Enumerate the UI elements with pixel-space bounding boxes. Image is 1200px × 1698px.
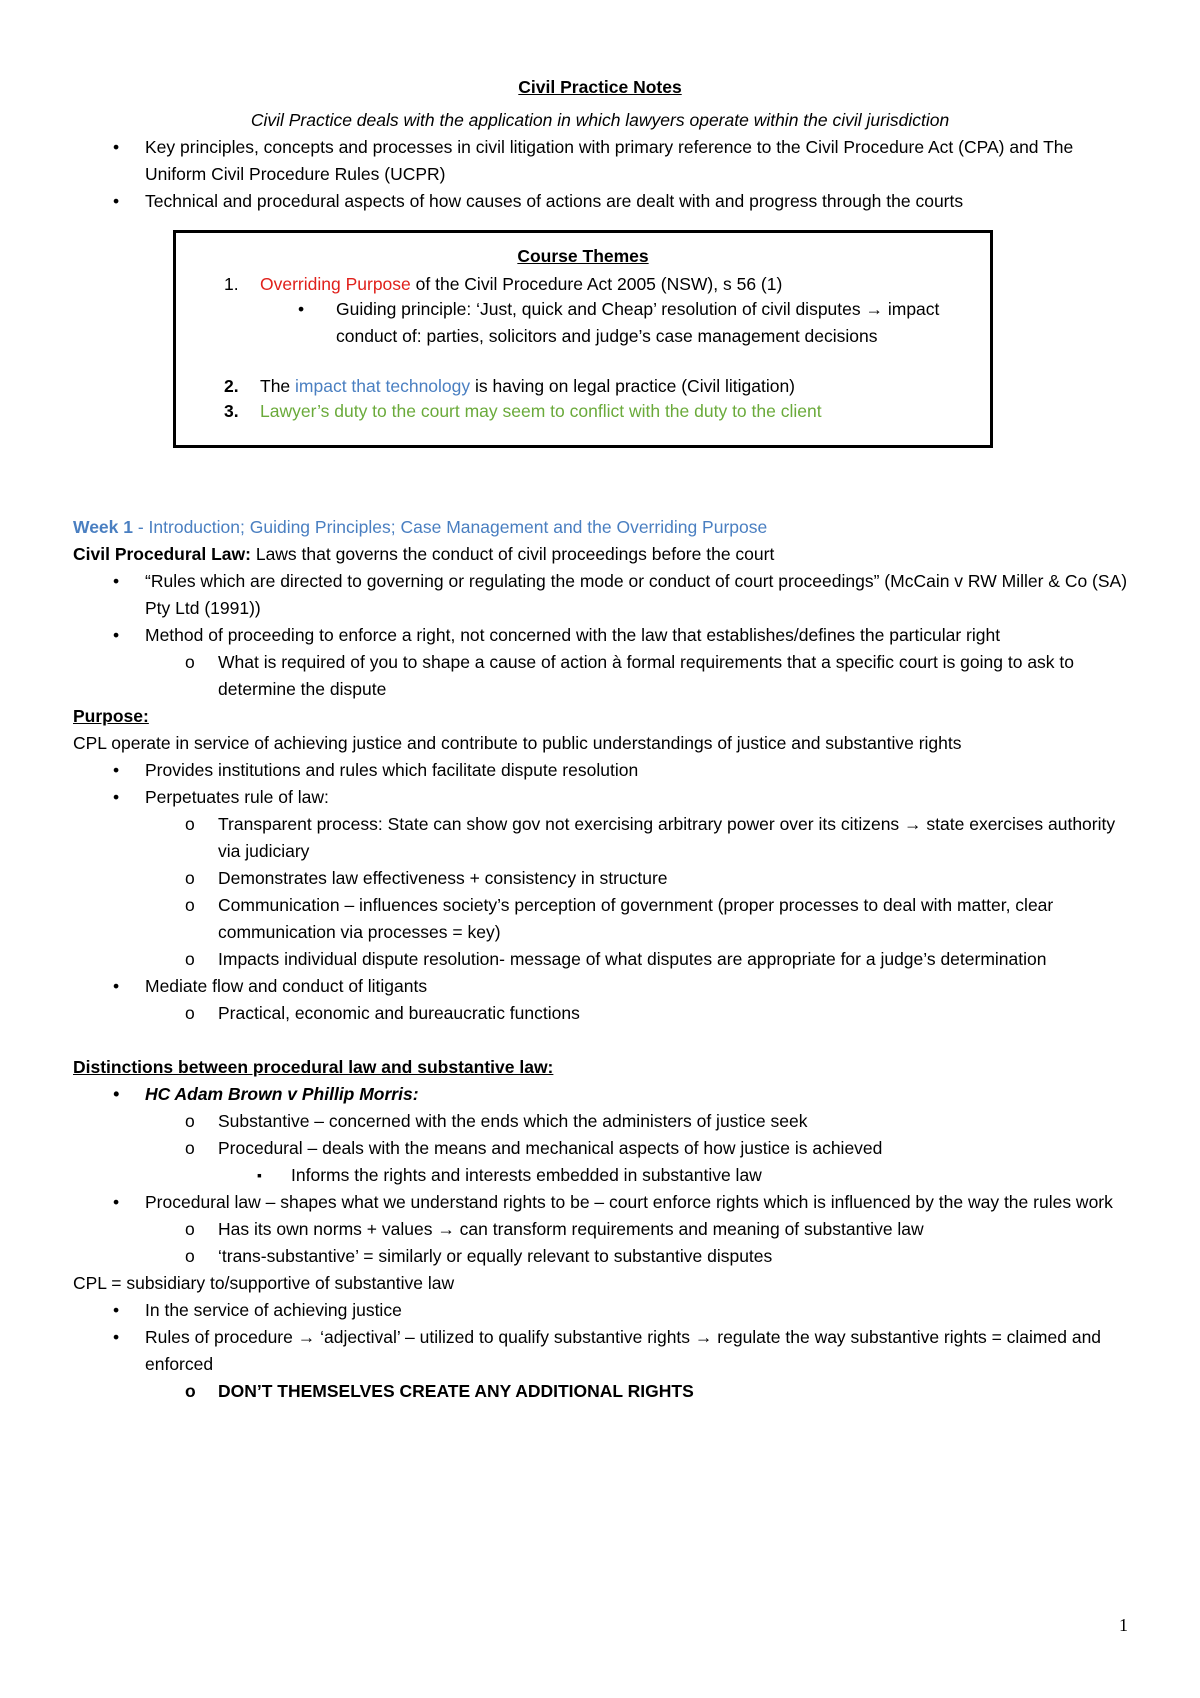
page-number: 1	[1119, 1615, 1128, 1635]
theme-highlight: Overriding Purpose	[260, 274, 411, 294]
sub-list-item: o Communication – influences society’s perception of government (proper processes to deal with matter, clear communication via processes = key)	[73, 892, 1133, 946]
course-themes-box	[173, 230, 993, 448]
sub-list-item: o Practical, economic and bureaucratic functions	[73, 1000, 1133, 1027]
theme-item-2	[260, 373, 960, 400]
list-item: • Provides institutions and rules which facilitate dispute resolution	[73, 757, 1133, 784]
list-item: • Mediate flow and conduct of litigants	[73, 973, 1133, 1000]
theme-number: 2.	[224, 376, 239, 396]
definition: Civil Procedural Law: Laws that governs the conduct of civil proceedings before the court	[73, 544, 775, 564]
sub-list-item: o DON’T THEMSELVES CREATE ANY ADDITIONAL RIGHTS	[73, 1378, 1133, 1405]
page-title: Civil Practice Notes	[518, 77, 682, 97]
sub-list-item: o Impacts individual dispute resolution- message of what disputes are appropriate for a judge’s determination	[73, 946, 1133, 973]
list-item: • Method of proceeding to enforce a right, not concerned with the law that establishes/defines the particular right	[73, 622, 1133, 649]
sub-sub-list-item: ▪ Informs the rights and interests embedded in substantive law	[73, 1162, 1133, 1189]
bullet-icon: •	[298, 299, 305, 319]
sub-list-item: o Has its own norms + values → can transform requirements and meaning of substantive law	[73, 1216, 1133, 1243]
themes-title: Course Themes	[517, 246, 649, 266]
week1-section	[73, 514, 1133, 1405]
week-heading: Week 1 - Introduction; Guiding Principles; Case Management and the Overriding Purpose	[73, 517, 768, 537]
list-item: • Key principles, concepts and processes in civil litigation with primary reference to the Civil Procedure Act (CPA) and The Uniform Civil Procedure Rules (UCPR)	[73, 134, 1133, 188]
section-heading: Purpose:	[73, 706, 149, 726]
theme-text: is having on legal practice (Civil litigation)	[470, 376, 796, 396]
list-item: • Procedural law – shapes what we understand rights to be – court enforce rights which is influenced by the way the rules work	[73, 1189, 1133, 1216]
theme-item-1	[260, 271, 960, 298]
list-item: • Perpetuates rule of law:	[73, 784, 1133, 811]
theme-text: The	[260, 376, 296, 396]
section-heading: Distinctions between procedural law and substantive law:	[73, 1057, 554, 1077]
list-item: • “Rules which are directed to governing or regulating the mode or conduct of court proceedings” (McCain v RW Miller & Co (SA) Pty Ltd (1991))	[73, 568, 1133, 622]
list-item: • In the service of achieving justice	[73, 1297, 1133, 1324]
sub-list-item: o Procedural – deals with the means and mechanical aspects of how justice is achieved	[73, 1135, 1133, 1162]
theme-number: 3.	[224, 401, 239, 421]
sub-list-item: o Demonstrates law effectiveness + consistency in structure	[73, 865, 1133, 892]
theme-number: 1.	[224, 274, 239, 294]
theme-item-3: Lawyer’s duty to the court may seem to conflict with the duty to the client	[260, 401, 822, 421]
paragraph: CPL = subsidiary to/supportive of substantive law	[73, 1273, 455, 1293]
intro-list	[73, 134, 1133, 215]
list-item: • HC Adam Brown v Phillip Morris:	[73, 1081, 1133, 1108]
paragraph: CPL operate in service of achieving justice and contribute to public understandings of justice and substantive rights	[73, 733, 962, 753]
sub-list-item: o Transparent process: State can show gov not exercising arbitrary power over its citizens → state exercises authority via judiciary	[73, 811, 1133, 865]
page-subtitle: Civil Practice deals with the application in which lawyers operate within the civil jurisdiction	[250, 110, 950, 130]
theme-text: of the Civil Procedure Act 2005 (NSW), s 56 (1)	[410, 274, 783, 294]
sub-list-item: o ‘trans-substantive’ = similarly or equally relevant to substantive disputes	[73, 1243, 1133, 1270]
list-item: • Technical and procedural aspects of how causes of actions are dealt with and progress through the courts	[73, 188, 1133, 215]
list-item: • Rules of procedure → ‘adjectival’ – utilized to qualify substantive rights → regulate the way substantive rights = claimed and enforced	[73, 1324, 1133, 1378]
theme-highlight: impact that technology	[295, 376, 471, 396]
sub-list-item: o Substantive – concerned with the ends which the administers of justice seek	[73, 1108, 1133, 1135]
sub-list-item: o What is required of you to shape a cause of action à formal requirements that a specific court is going to ask to determine the dispute	[73, 649, 1133, 703]
theme-subitem: Guiding principle: ‘Just, quick and Cheap’ resolution of civil disputes → impact conduct of: parties, solicitors and judge’s case management decisions	[336, 299, 940, 346]
